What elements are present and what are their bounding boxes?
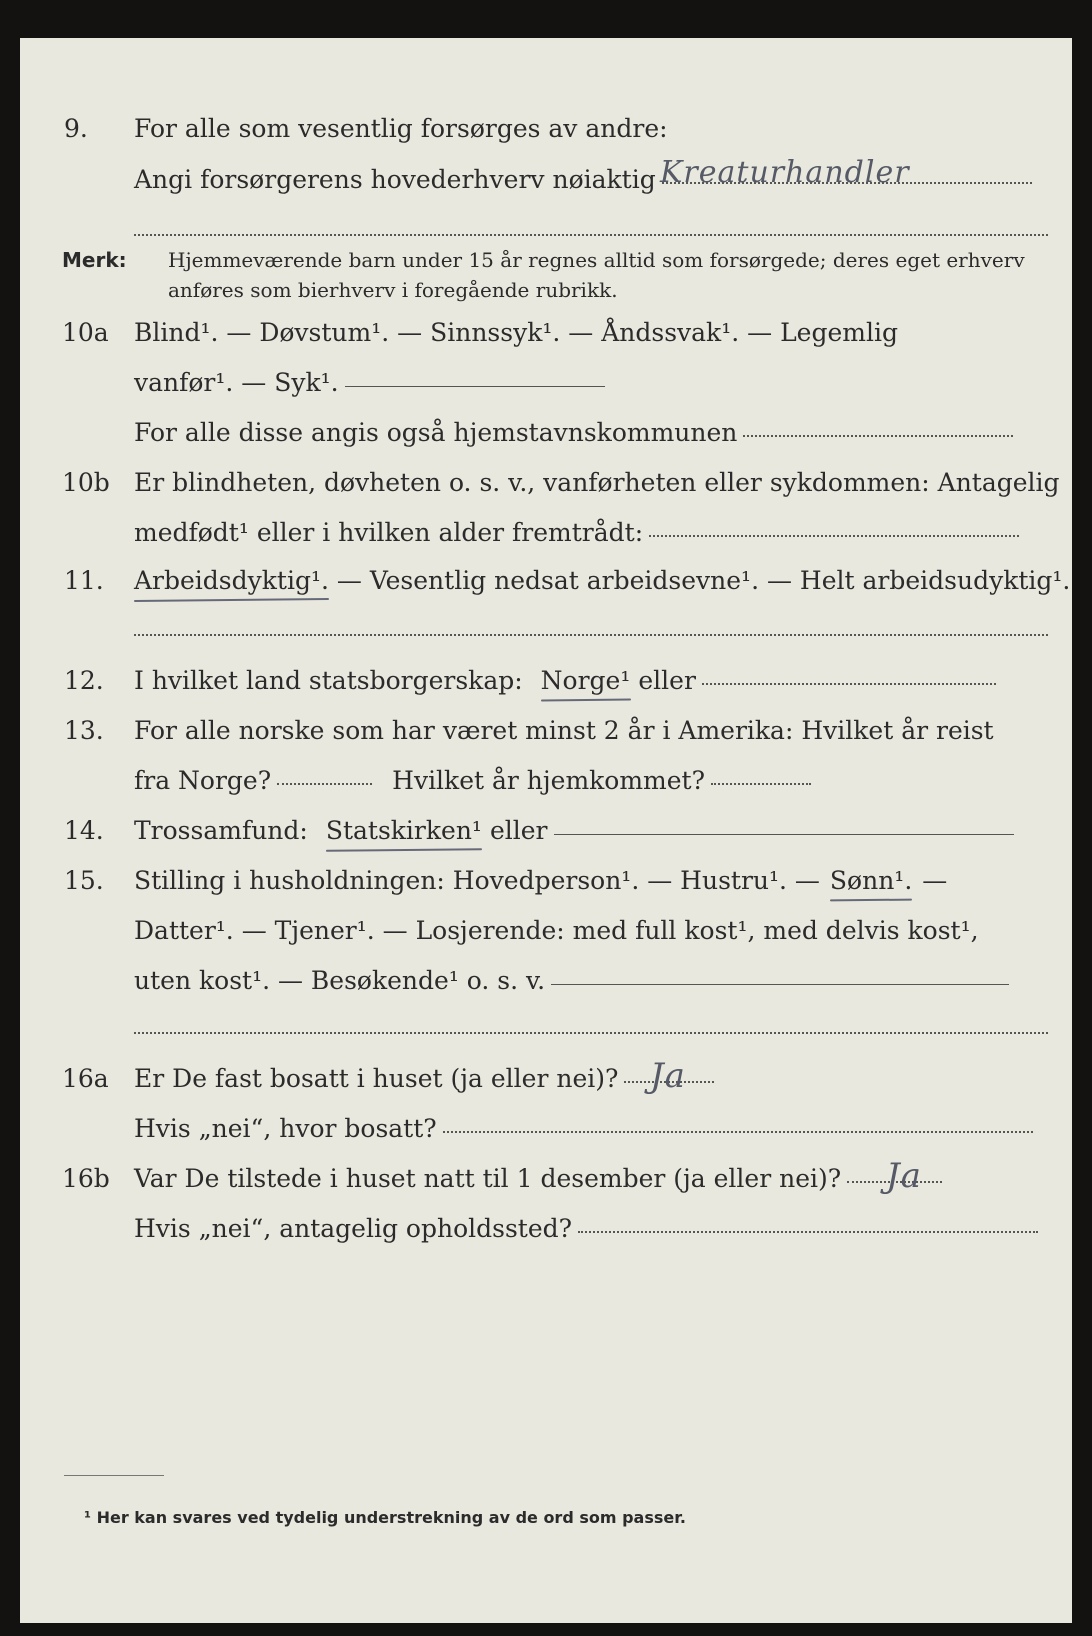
q14-line	[20, 816, 1072, 856]
q15-number: 15.	[64, 866, 104, 895]
merk-text-line1: Hjemmeværende barn under 15 år regnes alltid som forsørgede; deres eget erhverv	[168, 248, 1025, 272]
footnote: ¹ Her kan svares ved tydelig understrekning av de ord som passer.	[84, 1508, 686, 1527]
q15-text-line2: Datter¹. — Tjener¹. — Losjerende: med full kost¹, med delvis kost¹,	[134, 916, 979, 945]
q15-blank-line	[134, 1032, 1048, 1034]
q12-answer-line	[702, 682, 996, 685]
q13-line1	[20, 716, 1072, 756]
q16b-text-line1: Var De tilstede i huset natt til 1 desember (ja eller nei)?	[134, 1164, 842, 1193]
q10b-line2	[20, 518, 1072, 558]
q10b-line1	[20, 468, 1072, 508]
q15-text-line1: Stilling i husholdningen: Hovedperson¹. — Hustru¹. —	[134, 866, 820, 895]
q15-answer-line	[551, 983, 1009, 985]
q13-text-line1: For alle norske som har været minst 2 år i Amerika: Hvilket år reist	[134, 716, 994, 745]
q12-number: 12.	[64, 666, 104, 695]
q10a-text-line2: vanfør¹. — Syk¹.	[134, 368, 339, 397]
q12-text: I hvilket land statsborgerskap:	[134, 666, 523, 695]
q15-text-line3: uten kost¹. — Besøkende¹ o. s. v.	[134, 966, 546, 995]
q9-number: 9.	[64, 114, 88, 143]
q16b-handwritten-answer: Ja	[886, 1156, 922, 1196]
q15-line2	[20, 916, 1072, 956]
q9-text-line1: For alle som vesentlig forsørges av andre:	[134, 114, 668, 143]
q14-tail: eller	[489, 816, 548, 845]
q11-other-options: — Vesentlig nedsat arbeidsevne¹. — Helt arbeidsudyktig¹.	[336, 566, 1071, 595]
footnote-separator	[64, 1475, 164, 1476]
q10a-line1	[20, 318, 1072, 358]
q16b-line1	[20, 1156, 1072, 1204]
q11-number: 11.	[64, 566, 104, 595]
q9-handwritten-answer: Kreaturhandler	[660, 155, 910, 190]
q16a-line2	[20, 1114, 1072, 1154]
q9-text-line2: Angi forsørgerens hovederhverv nøiaktig	[134, 165, 656, 194]
q16b-text-line2: Hvis „nei“, antagelig opholdssted?	[134, 1214, 573, 1243]
q15-line1	[20, 866, 1072, 906]
q10a-number: 10a	[62, 318, 109, 347]
q15-dash: —	[922, 866, 948, 895]
q15-option-sonn: Sønn¹.	[829, 866, 913, 895]
q16a-text-line2: Hvis „nei“, hvor bosatt?	[134, 1114, 437, 1143]
q13-line2	[20, 766, 1072, 806]
q11-blank-line	[134, 634, 1048, 636]
q12-line	[20, 666, 1072, 706]
q14-answer-line	[554, 833, 1014, 835]
q14-text: Trossamfund:	[134, 816, 308, 845]
q10a-text-line3: For alle disse angis også hjemstavnskommunen	[134, 418, 738, 447]
q16b-opholdssted-line	[578, 1230, 1038, 1233]
q10b-answer-line	[649, 534, 1019, 537]
q9-line1	[20, 114, 1072, 154]
q10a-line2	[20, 368, 1072, 408]
q13-hjemkommet-line	[711, 782, 811, 785]
q14-number: 14.	[64, 816, 104, 845]
q16a-text-line1: Er De fast bosatt i huset (ja eller nei)?	[134, 1064, 619, 1093]
q16b-line2	[20, 1214, 1072, 1254]
q13-number: 13.	[64, 716, 104, 745]
q12-option-norge: Norge¹	[540, 666, 631, 695]
q9-blank-line	[134, 234, 1048, 236]
q13-text-reist: fra Norge?	[134, 766, 272, 795]
q10b-text-line2: medfødt¹ eller i hvilken alder fremtrådt:	[134, 518, 644, 547]
q13-text-hjemkommet: Hvilket år hjemkommet?	[392, 766, 706, 795]
q11-line	[20, 566, 1072, 606]
merk-text-line2: anføres som bierhverv i foregående rubrikk.	[168, 278, 618, 302]
q10a-line3	[20, 418, 1072, 458]
merk-line2	[20, 278, 1072, 308]
q11-option-arbeidsdyktig: Arbeidsdyktig¹.	[134, 566, 329, 595]
merk-line1	[20, 248, 1072, 278]
q9-line2	[20, 155, 1072, 205]
q13-reist-line	[277, 782, 372, 785]
q10b-number: 10b	[62, 468, 110, 497]
q10a-text-line1: Blind¹. — Døvstum¹. — Sinnssyk¹. — Åndssvak¹. — Legemlig	[134, 318, 898, 347]
q14-option-statskirken: Statskirken¹	[325, 816, 482, 845]
q15-line3	[20, 966, 1072, 1006]
q16a-bosatt-line	[443, 1130, 1033, 1133]
q16b-number: 16b	[62, 1164, 110, 1193]
q10b-text-line1: Er blindheten, døvheten o. s. v., vanførheten eller sykdommen: Antagelig	[134, 468, 1060, 497]
q16a-number: 16a	[62, 1064, 109, 1093]
q16a-line1	[20, 1056, 1072, 1104]
q10a-kommune-line	[743, 434, 1013, 437]
census-form-page	[20, 38, 1072, 1623]
merk-label: Merk:	[62, 248, 127, 272]
q10a-syk-line	[345, 385, 605, 387]
q12-tail: eller	[638, 666, 696, 695]
q16a-handwritten-answer: Ja	[650, 1056, 686, 1096]
